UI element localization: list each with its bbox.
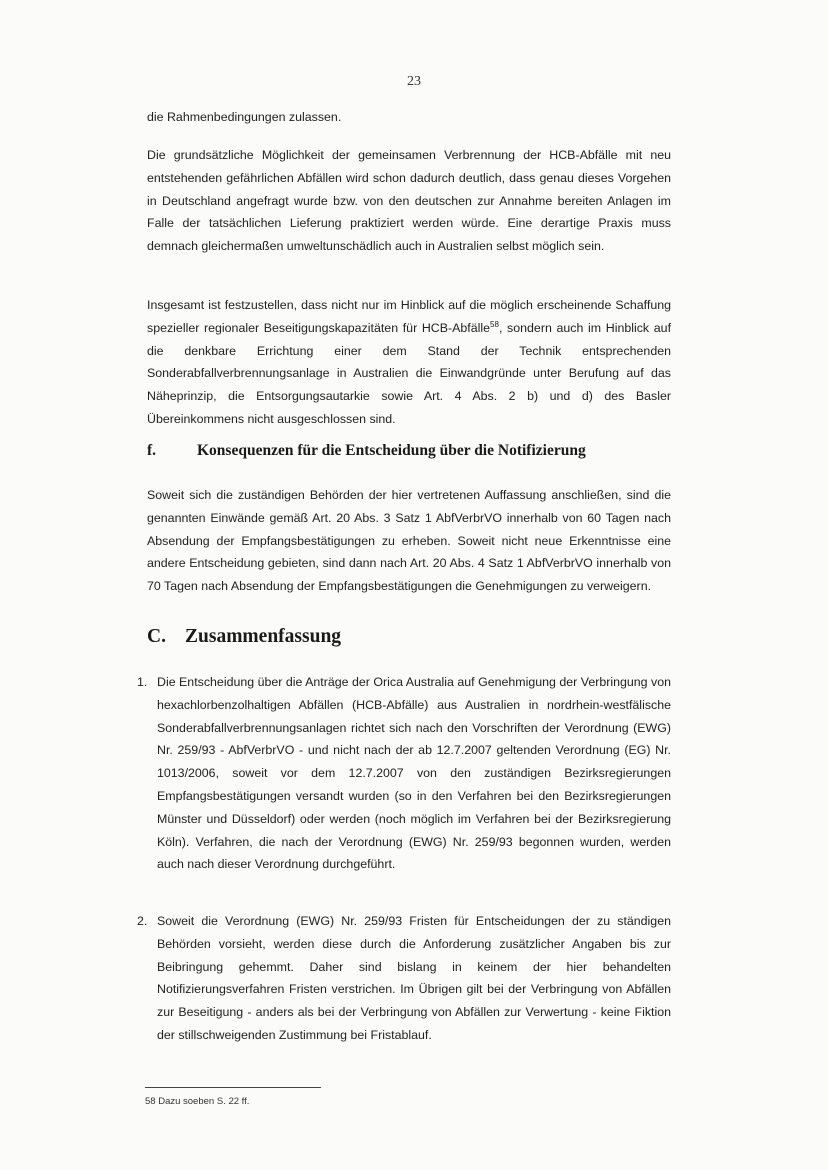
heading-title: Konsequenzen für die Entscheidung über die Notifizierung <box>197 442 586 459</box>
heading-marker: f. <box>147 442 157 459</box>
heading-marker: C. <box>147 626 166 647</box>
heading-consequences <box>147 442 586 460</box>
list-item-number: 2. <box>137 914 148 928</box>
footnote: 58 Dazu soeben S. 22 ff. <box>145 1096 250 1107</box>
paragraph-text-a: Insgesamt ist festzustellen, dass nicht nur im Hinblick auf die möglich erscheinende Schaffung spezieller regionaler Beseitigungskapazitäten für HCB-Abfälle <box>147 298 671 335</box>
footnote-divider <box>145 1087 321 1088</box>
paragraph-text-b: , sondern auch im Hinblick auf die denkbare Errichtung einer dem Stand der Technik entsprechenden Sonderabfallverbrennungsanlage in Australien die Einwandgründe unter Berufung auf das Näheprinzip, die Entsorgungsautarkie sowie Art. 4 Abs. 2 b) und d) des Basler Übereinkommens nicht ausgeschlossen sind. <box>147 320 672 426</box>
heading-title: Zusammenfassung <box>185 626 342 647</box>
paragraph-objection-deadline: Soweit sich die zuständigen Behörden der hier vertretenen Auffassung anschließen, sind die genannten Einwände gemäß Art. 20 Abs. 3 Satz 1 AbfVerbrVO innerhalb von 60 Tagen nach Absendung der Empfangsbestätigungen zu erheben. Soweit nicht neue Erkenntnisse eine andere Entscheidung gebieten, sind dann nach Art. 20 Abs. 4 Satz 1 AbfVerbrVO innerhalb von 70 Tagen nach Absendung der Empfangsbestätigungen die Genehmigungen zu verweigern. <box>147 488 671 594</box>
paragraph-summary-objections <box>147 294 671 431</box>
list-item-text: Soweit die Verordnung (EWG) Nr. 259/93 Fristen für Entscheidungen der zu ständigen Behörden vorsieht, werden diese durch die Anforderung zusätzlicher Angaben bis zur Beibringung gehemmt. Daher sind bislang in keinem der hier behandelten Notifizierungsverfahren Fristen verstrichen. Im Übrigen gilt bei der Verbringung von Abfällen zur Beseitigung - anders als bei der Verbringung von Abfällen zur Verwertung - keine Fiktion der stillschweigenden Zustimmung bei Fristablauf. <box>157 914 671 1042</box>
list-item <box>137 671 671 876</box>
page-number: 23 <box>407 74 421 89</box>
paragraph-continuation: die Rahmenbedingungen zulassen. <box>147 110 342 124</box>
list-item-number: 1. <box>137 675 148 689</box>
paragraph-joint-incineration: Die grundsätzliche Möglichkeit der gemeinsamen Verbrennung der HCB-Abfälle mit neu entstehenden gefährlichen Abfällen wird schon dadurch deutlich, dass genau dieses Vorgehen in Deutschland angefragt wurde bzw. von den deutschen zur Annahme bereiten Anlagen im Falle der tatsächlichen Lieferung praktiziert werden würde. Eine derartige Praxis muss demnach gleichermaßen umweltunschädlich auch in Australien selbst möglich sein. <box>147 148 671 254</box>
heading-summary <box>147 626 341 648</box>
list-item <box>137 910 671 1047</box>
footnote-ref: 58 <box>490 319 499 329</box>
list-item-text: Die Entscheidung über die Anträge der Orica Australia auf Genehmigung der Verbringung von hexachlorbenzolhaltigen Abfällen (HCB-Abfälle) aus Australien in nordrhein-westfälische Sonderabfallverbrennungsanlagen richtet sich nach den Vorschriften der Verordnung (EWG) Nr. 259/93 - AbfVerbrVO - und nicht nach der ab 12.7.2007 geltenden Verordnung (EG) Nr. 1013/2006, soweit vor dem 12.7.2007 von den zuständigen Bezirksregierungen Empfangsbestätigungen versandt wurden (so in den Verfahren bei den Bezirksregierungen Münster und Düsseldorf) oder werden (noch möglich im Verfahren bei der Bezirksregierung Köln). Verfahren, die nach der Verordnung (EWG) Nr. 259/93 begonnen wurden, werden auch nach dieser Verordnung durchgeführt. <box>157 675 671 872</box>
